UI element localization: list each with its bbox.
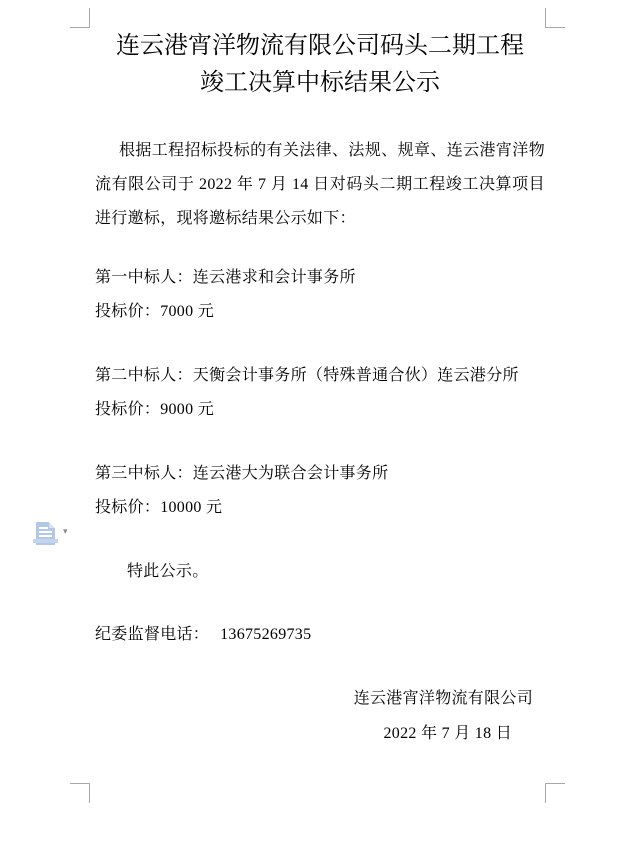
paste-options-button[interactable] bbox=[36, 522, 74, 548]
page-title-line-2: 竣工决算中标结果公示 bbox=[200, 70, 440, 96]
paste-options-icon bbox=[36, 522, 55, 545]
winner-1-block bbox=[95, 261, 545, 329]
winner-1-name: 第一中标人：连云港求和会计事务所 bbox=[95, 269, 356, 286]
winner-1-price: 投标价：7000 元 bbox=[95, 303, 215, 320]
page-title bbox=[95, 28, 545, 102]
signature-company: 连云港宵洋物流有限公司 bbox=[353, 690, 533, 707]
clipboard-base bbox=[33, 539, 58, 543]
text-boundary-mark-bottom-right bbox=[545, 783, 565, 803]
intro-paragraph: 根据工程招标投标的有关法律、法规、规章、连云港宵洋物流有限公司于 2022 年 7 月 14 日对码头二期工程竣工决算项目进行邀标，现将邀标结果公示如下： bbox=[95, 142, 545, 227]
winner-3-price: 投标价：10000 元 bbox=[95, 499, 223, 516]
signature-date: 2022 年 7 月 18 日 bbox=[383, 725, 512, 742]
icon-text-line bbox=[39, 535, 52, 537]
page-title-line-1: 连云港宵洋物流有限公司码头二期工程 bbox=[116, 33, 524, 59]
supervision-phone-line bbox=[95, 618, 545, 652]
text-boundary-mark-bottom-left bbox=[70, 783, 90, 803]
supervision-phone-number: 13675269735 bbox=[220, 626, 312, 643]
supervision-phone-label: 纪委监督电话： bbox=[95, 626, 210, 643]
icon-text-line bbox=[39, 531, 52, 533]
text-boundary-mark-top-left bbox=[70, 8, 90, 28]
winner-3-block bbox=[95, 457, 545, 525]
winner-2-block bbox=[95, 359, 545, 427]
closing-statement: 特此公示。 bbox=[127, 563, 209, 580]
icon-text-line bbox=[39, 527, 48, 529]
document-body bbox=[95, 28, 545, 783]
winner-3-name: 第三中标人：连云港大为联合会计事务所 bbox=[95, 465, 389, 482]
page-fold-corner bbox=[49, 522, 55, 528]
winner-2-price: 投标价：9000 元 bbox=[95, 401, 215, 418]
chevron-down-icon[interactable]: ▾ bbox=[63, 527, 68, 537]
winner-2-name: 第二中标人：天衡会计事务所（特殊普通合伙）连云港分所 bbox=[95, 367, 519, 384]
text-boundary-mark-top-right bbox=[545, 8, 565, 28]
